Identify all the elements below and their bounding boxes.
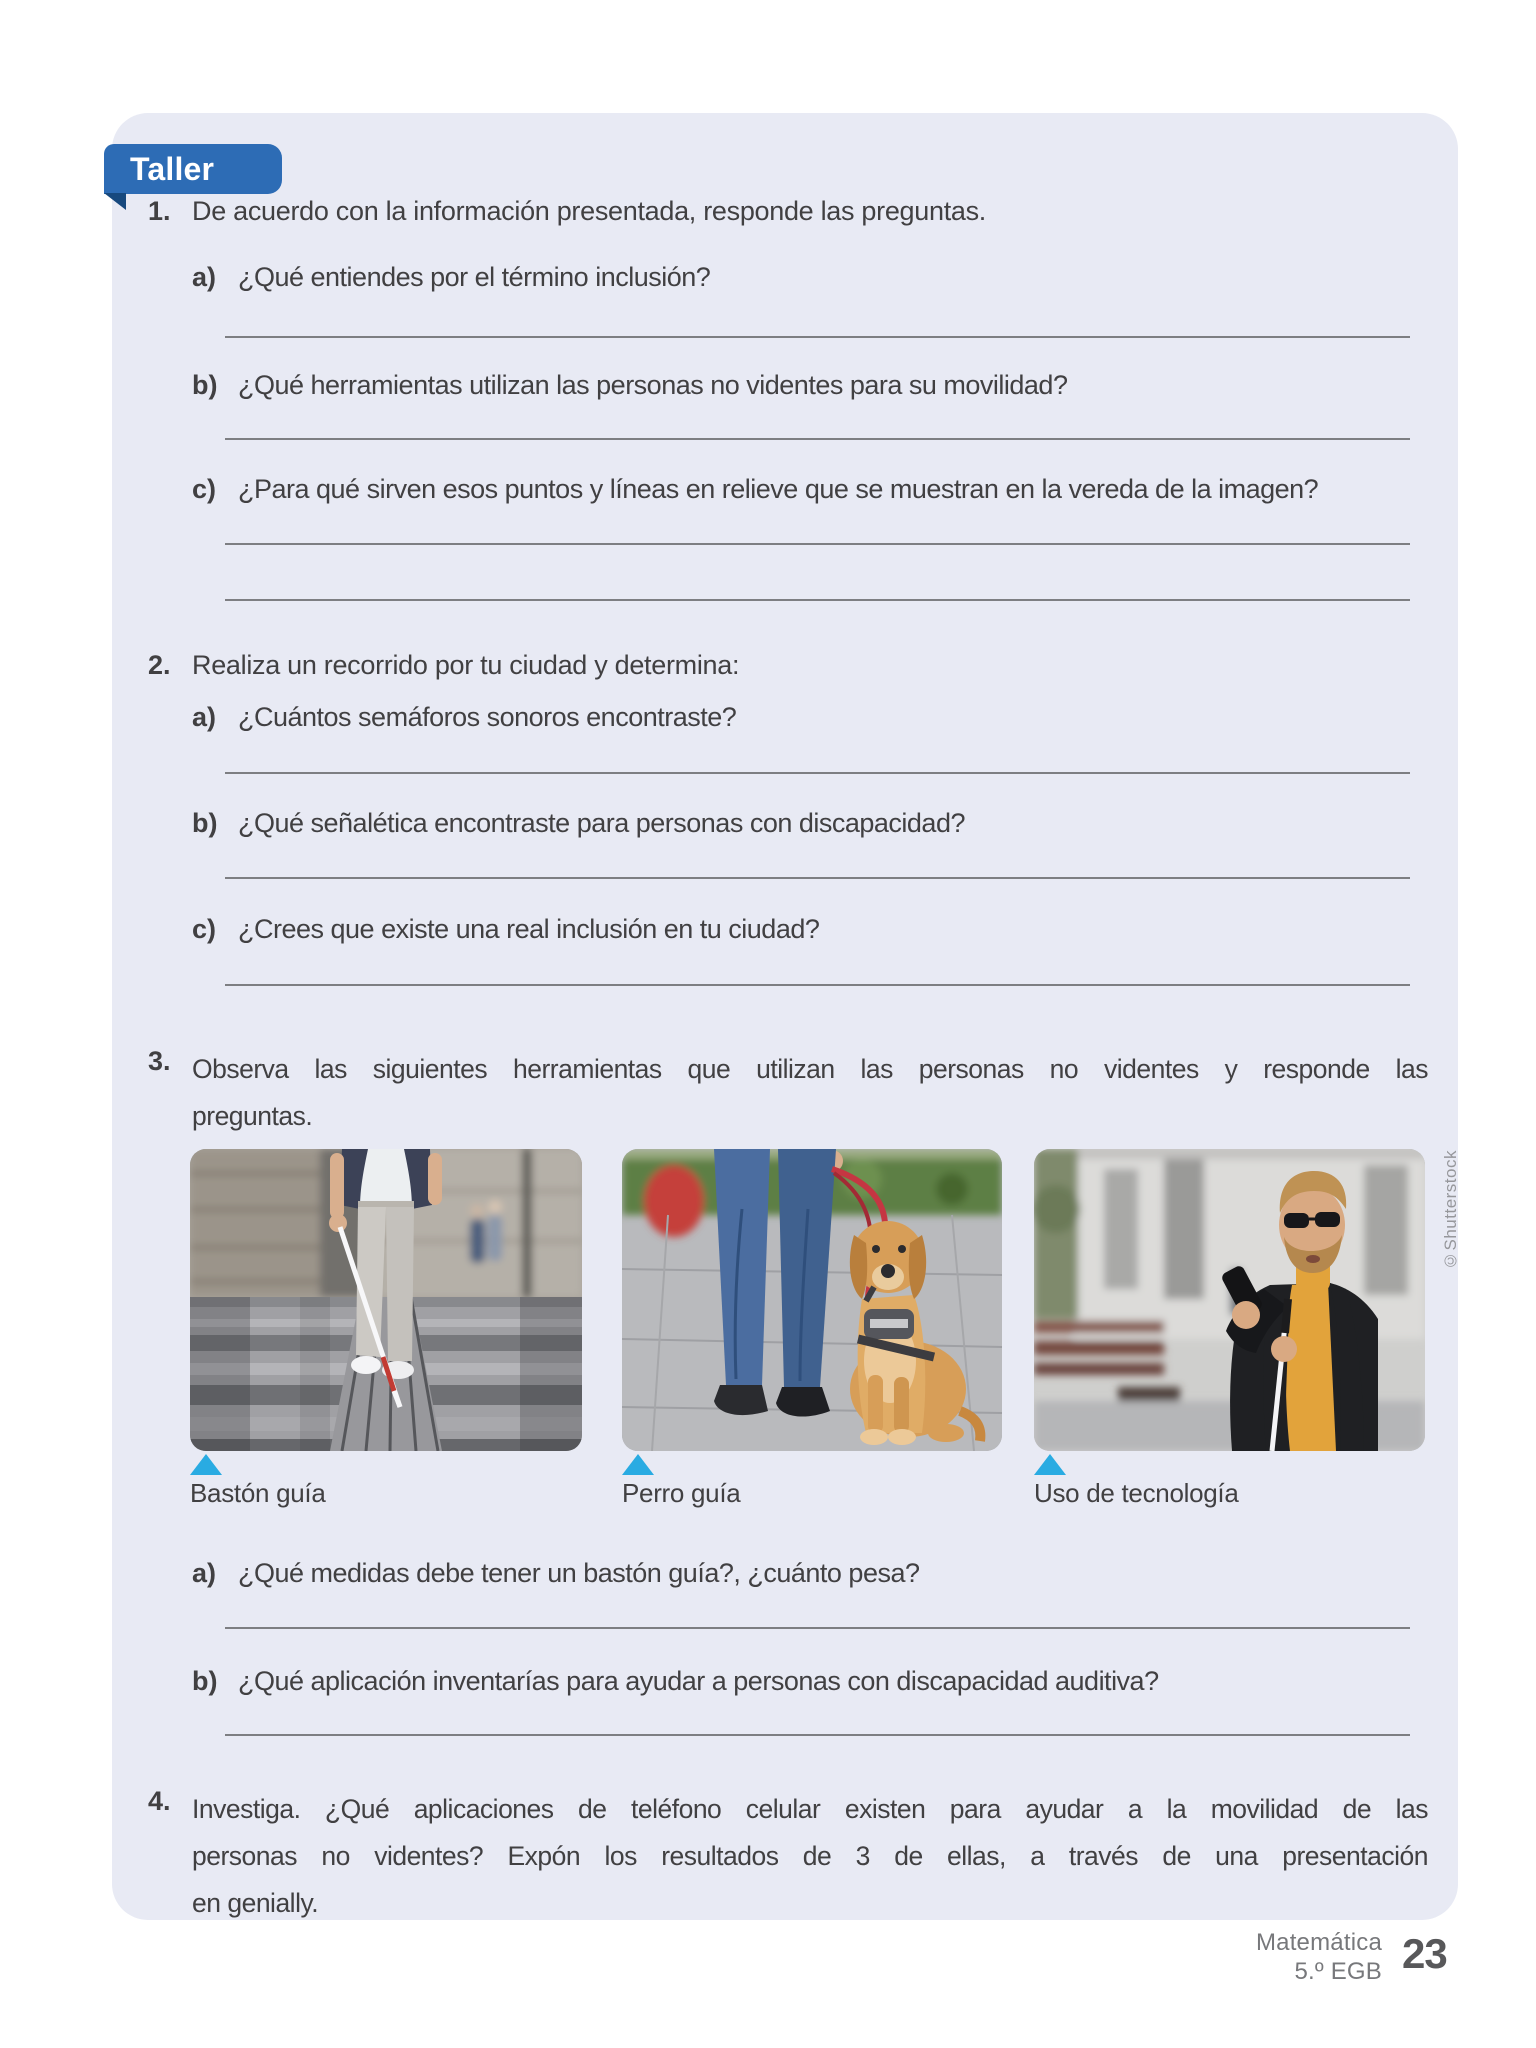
shutterstock-credit: ©Shutterstock	[1441, 1150, 1460, 1270]
perro-guia-illustration	[622, 1149, 1002, 1451]
q4-text-line3: en genially.	[192, 1888, 319, 1918]
caption-baston-guia: Bastón guía	[190, 1478, 326, 1508]
photo-perro-guia	[622, 1149, 1002, 1451]
q1-text: De acuerdo con la información presentada, responde las preguntas.	[192, 196, 987, 226]
answer-line-q1a	[225, 336, 1410, 338]
footer-subject: Matemática	[1255, 1929, 1382, 1956]
page-number: 23	[1402, 1930, 1447, 1977]
answer-line-q1b	[225, 438, 1410, 440]
q2c-letter: c)	[192, 914, 217, 944]
triangle-marker-icon	[1034, 1454, 1066, 1475]
q3a-letter: a)	[192, 1558, 217, 1588]
triangle-marker-icon	[190, 1454, 222, 1475]
q1a-letter: a)	[192, 262, 217, 292]
footer	[1256, 1928, 1382, 1986]
answer-line-q3b	[225, 1734, 1410, 1736]
q2b-text: ¿Qué señalética encontraste para personas con discapacidad?	[238, 808, 965, 838]
q3-paragraph	[192, 1046, 1428, 1140]
answer-line-q3a	[225, 1627, 1410, 1629]
photo-baston-guia	[190, 1149, 582, 1451]
q2-text: Realiza un recorrido por tu ciudad y determina:	[192, 650, 740, 680]
q2-number: 2.	[148, 650, 171, 680]
q4-paragraph	[192, 1786, 1428, 1927]
q3-number: 3.	[148, 1046, 171, 1076]
uso-tecnologia-illustration	[1034, 1149, 1425, 1451]
q2c-text: ¿Crees que existe una real inclusión en tu ciudad?	[238, 914, 820, 944]
triangle-marker-icon	[622, 1454, 654, 1475]
q3-text-line2: preguntas.	[192, 1101, 313, 1131]
q3b-text: ¿Qué aplicación inventarías para ayudar a personas con discapacidad auditiva?	[238, 1666, 1159, 1696]
q2a-letter: a)	[192, 702, 217, 732]
q1a-text: ¿Qué entiendes por el término inclusión?	[238, 262, 711, 292]
answer-line-q1c-1	[225, 543, 1410, 545]
baston-guia-illustration	[190, 1149, 582, 1451]
caption-uso-tecnologia: Uso de tecnología	[1034, 1478, 1239, 1508]
taller-badge-label: Taller	[130, 150, 215, 187]
answer-line-q2a	[225, 772, 1410, 774]
q1c-text: ¿Para qué sirven esos puntos y líneas en relieve que se muestran en la vereda de la imagen?	[238, 474, 1319, 504]
q3a-text: ¿Qué medidas debe tener un bastón guía?, ¿cuánto pesa?	[238, 1558, 920, 1588]
answer-line-q1c-2	[225, 599, 1410, 601]
answer-line-q2c	[225, 984, 1410, 986]
q1c-letter: c)	[192, 474, 217, 504]
q4-text-line1: Investiga. ¿Qué aplicaciones de teléfono celular existen para ayudar a la movilidad de las	[192, 1794, 1428, 1824]
q1b-letter: b)	[192, 370, 218, 400]
q1-number: 1.	[148, 196, 171, 226]
q4-number: 4.	[148, 1786, 171, 1816]
q2a-text: ¿Cuántos semáforos sonoros encontraste?	[238, 702, 737, 732]
q2b-letter: b)	[192, 808, 218, 838]
q1b-text: ¿Qué herramientas utilizan las personas no videntes para su movilidad?	[238, 370, 1068, 400]
q3b-letter: b)	[192, 1666, 218, 1696]
q3-text-line1: Observa las siguientes herramientas que utilizan las personas no videntes y responde las	[192, 1054, 1428, 1084]
footer-grade: 5.º EGB	[1294, 1958, 1382, 1985]
q4-text-line2: personas no videntes? Expón los resultados de 3 de ellas, a través de una presentación	[192, 1841, 1428, 1871]
photo-uso-tecnologia	[1034, 1149, 1425, 1451]
taller-badge	[104, 144, 282, 194]
caption-perro-guia: Perro guía	[622, 1478, 741, 1508]
answer-line-q2b	[225, 877, 1410, 879]
